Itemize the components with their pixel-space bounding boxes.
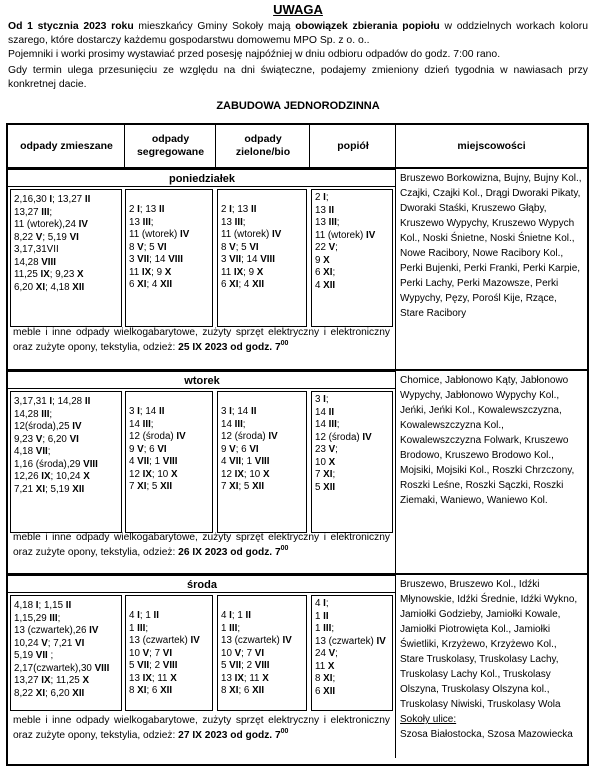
day-header: poniedziałek [8, 169, 396, 187]
schedule-line: 4 VII; 1 VIII [221, 456, 270, 467]
schedule-line: 8 V; 5 VI [129, 241, 167, 253]
intro-paragraph-3: Gdy termin ulega przesunięciu ze względu na dni świąteczne, podajemy zmieniony dzień tygodnia w nawiasach przy konkretnej dacie. [8, 65, 588, 90]
schedule-line: 8 XI; 6 XII [129, 685, 173, 696]
schedule-line: 2,17(czwartek),30 VIII [14, 662, 110, 674]
schedule-line: 13 III; [221, 216, 246, 228]
intro-date: Od 1 stycznia 2023 roku [8, 21, 134, 32]
schedule-line: 4 VII; 1 VIII [129, 456, 178, 467]
schedule-table [6, 123, 589, 766]
schedule-line: 5 VII; 2 VIII [129, 660, 178, 671]
schedule-line: 14 III; [221, 418, 246, 430]
schedule-line: 2 I; 13 II [221, 204, 257, 215]
schedule-line: 13,27 IX; 11,25 X [14, 675, 90, 686]
schedule-line: 11 (wtorek),24 IV [14, 219, 88, 230]
schedule-line: 5 XII [315, 481, 336, 493]
day-header: środa [8, 575, 396, 593]
intro-paragraph-2: Pojemniki i worki prosimy wystawiać przed posesję najpóźniej w dniu odbioru odpadów do godz. 7:00 rano. [8, 49, 501, 60]
schedule-line: 9,23 V; 6,20 VI [14, 433, 79, 445]
header-ash: popiół [310, 125, 396, 169]
schedule-line: 11,25 IX; 9,23 X [14, 269, 84, 280]
schedule-line: 3 I; [315, 394, 329, 405]
schedule-line: 22 V; [315, 242, 338, 253]
schedule-line: 7 XI; 5 XII [221, 481, 265, 492]
intro-text-end: w oddzielnych workach koloru szarego, które dostarczy każdemu gospodarstwu domowemu MPO Sp. z o. o.. [8, 21, 588, 46]
page-title: UWAGA [273, 2, 323, 17]
bulky-waste-note: meble i inne odpady wielkogabarytowe, zużyty sprzęt elektryczny i elektroniczny oraz zużyte opony, tekstylia, odzież: 25 IX 2023 od godz. $7^{00}$ [13, 327, 390, 353]
schedule-line: 13 (czwartek),26 IV [14, 625, 99, 636]
schedule-line: 13 IX; 11 X [129, 672, 177, 684]
schedule-line: 5,19 VII ; [14, 650, 54, 661]
cell-segregated [125, 391, 213, 533]
cell-segregated [125, 595, 213, 711]
towns-list: Chomice, Jabłonowo Kąty, Jabłonowo Wypychy, Jabłonowo Wypychy Kol., Jeńki, Jeńki Kol., Kowalewszczyzna, Kowalewszczyzna Kol., Kowalewszczyzna Folwark, Kruszewo Brodowo, Kruszewo Brodowo Kol., Mojsiki, Mojsiki Kol., Roszki Chrzczony, Roszki Leśne, Roszki Sączki, Roszki Ziemaki, Waniewo, Waniewo Kol. [400, 375, 575, 506]
intro [8, 20, 588, 92]
schedule-line: 11 IX; 9 X [129, 266, 172, 278]
schedule-line: 10 X [315, 456, 336, 468]
schedule-line: 11 (wtorek) IV [315, 229, 376, 241]
schedule-line: 13 (czwartek) IV [221, 635, 292, 646]
schedule-line: 6 XI; 4 XII [221, 279, 265, 290]
schedule-line: 12 (środa) IV [315, 431, 372, 443]
schedule-line: 9 X [315, 254, 330, 266]
schedule-line: 12 (środa) IV [129, 431, 186, 442]
schedule-line: 1 III; [221, 622, 241, 634]
schedule-line: 4 I; 1 II [129, 610, 159, 621]
cell-segregated [125, 189, 213, 327]
schedule-line: 8 XI; 6 XII [221, 685, 265, 696]
cell-ash [311, 391, 393, 533]
schedule-line: 2,16,30 I; 13,27 II [14, 194, 91, 205]
cell-ash [311, 189, 393, 327]
schedule-line: 2 I; [315, 192, 329, 203]
schedule-line: 8 XI; [315, 673, 336, 684]
schedule-line: 13 II [315, 204, 335, 216]
schedule-line: 13 IX; 11 X [221, 672, 269, 684]
schedule-line: 9 V; 6 VI [129, 443, 167, 455]
schedule-line: 12 (środa) IV [221, 431, 278, 442]
schedule-line: 13 III; [315, 217, 340, 228]
schedule-line: 1,15,29 III; [14, 612, 61, 624]
header-towns: miejscowości [396, 125, 587, 169]
schedule-line: 14,28 III; [14, 408, 53, 420]
schedule-line: 7 XI; [315, 469, 336, 480]
schedule-line: 12 IX; 10 X [129, 468, 178, 480]
header-segregated: odpady segregowane [125, 125, 216, 169]
schedule-line: 3 VII; 14 VIII [221, 254, 275, 265]
schedule-line: 6 XI; [315, 267, 336, 278]
schedule-line: 11 (wtorek) IV [129, 229, 190, 240]
schedule-line: 5 VII; 2 VIII [221, 660, 270, 671]
intro-text: mieszkańcy Gminy Sokoły mają [133, 21, 296, 32]
cell-green [217, 595, 307, 711]
schedule-line: 10 V; 7 VI [129, 647, 173, 659]
schedule-line: 12 IX; 10 X [221, 468, 270, 480]
towns-list: Bruszewo, Bruszewo Kol., Idźki Młynowskie, Idźki Średnie, Idźki Wykno, Jamiołki Godzieby, Jamiołki Kowale, Jamiołki Piotrowięta Kol., Jamiołki Świetliki, Krzyżewo, Krzyżewo Kol., Stare Truskolasy, Truskolasy Lachy, Truskolasy Lachy Kol., Truskolasy Olszyna, Truskolasy Olszyna kol., Truskolasy Niwiski, Truskolasy Wola Sokoły ulice: Szosa Białostocka, Szosa Mazowiecka [396, 577, 587, 742]
schedule-line: 13 (czwartek) IV [315, 635, 386, 647]
cell-green [217, 189, 307, 327]
schedule-line: 1 II [315, 610, 329, 622]
schedule-line: 14 II [315, 406, 335, 418]
schedule-line: 6,20 XI; 4,18 XII [14, 281, 85, 293]
schedule-line: 13,27 III; [14, 206, 53, 218]
streets-list: Szosa Białostocka, Szosa Mazowiecka [400, 729, 573, 740]
schedule-line: 8,22 V; 5,19 VI [14, 231, 79, 243]
streets-label: Sokoły ulice: [400, 714, 457, 725]
header-green: odpady zielone/bio [216, 125, 310, 169]
schedule-line: 4 XII [315, 279, 336, 291]
schedule-line: 4 I; 1 II [221, 610, 251, 621]
schedule-line: 14 III; [315, 419, 340, 430]
bulky-waste-note: meble i inne odpady wielkogabarytowe, zużyty sprzęt elektryczny i elektroniczny oraz zużyte opony, tekstylia, odzież: 27 IX 2023 od godz. $7^{00}$ [13, 715, 390, 741]
schedule-line: 11 IX; 9 X [221, 266, 264, 278]
schedule-line: 14,28 VIII [14, 256, 56, 268]
cell-green [217, 391, 307, 533]
intro-obligation: obowiązek zbierania popiołu [295, 21, 440, 32]
schedule-line: 13 (czwartek) IV [129, 635, 200, 646]
schedule-line: 14 III; [129, 418, 154, 430]
cell-mixed [10, 189, 122, 327]
bulky-waste-note: meble i inne odpady wielkogabarytowe, zużyty sprzęt elektryczny i elektroniczny oraz zużyte opony, tekstylia, odzież: 26 IX 2023 od godz. $7^{00}$ [13, 532, 390, 558]
schedule-line: 11 X [315, 660, 335, 672]
schedule-line: 7 XI; 5 XII [129, 481, 173, 492]
schedule-line: 3,17,31VII [14, 244, 59, 255]
schedule-line: 4 I; [315, 598, 329, 609]
schedule-line: 1,16 (środa),29 VIII [14, 458, 98, 470]
schedule-line: 4,18 I; 1,15 II [14, 600, 72, 611]
schedule-line: 13 III; [129, 216, 154, 228]
schedule-line: 2 I; 13 II [129, 204, 165, 215]
schedule-line: 12,26 IX; 10,24 X [14, 471, 90, 482]
schedule-line: 10 V; 7 VI [221, 647, 265, 659]
schedule-line: 6 XII [315, 685, 336, 697]
schedule-line: 24 V; [315, 648, 338, 659]
schedule-line: 4,18 VII; [14, 446, 51, 457]
schedule-line: 23 V; [315, 444, 338, 455]
schedule-line: 9 V; 6 VI [221, 443, 259, 455]
schedule-line: 3,17,31 I; 14,28 II [14, 396, 91, 407]
schedule-line: 7,21 XI; 5,19 XII [14, 483, 85, 495]
schedule-line: 8 V; 5 VI [221, 241, 259, 253]
schedule-line: 10,24 V; 7,21 VI [14, 637, 85, 649]
schedule-line: 3 I; 14 II [129, 406, 165, 417]
day-header: wtorek [8, 371, 396, 389]
header-mixed: odpady zmieszane [8, 125, 125, 169]
cell-mixed [10, 391, 122, 533]
cell-mixed [10, 595, 122, 711]
schedule-line: 11 (wtorek) IV [221, 229, 282, 240]
towns-list: Bruszewo Borkowizna, Bujny, Bujny Kol., Czajki, Czajki Kol., Drągi Dworaki Pikaty, Dworaki Staśki, Kruszewo Głąby, Kruszewo Wypychy, Kruszewo Wypych Kol., Noski Śnietne, Noski Śnietne Kol., Nowe Racibory, Nowe Racibory Kol., Perki Bujenki, Perki Franki, Perki Karpie, Perki Lachy, Perki Mazowsze, Perki Wypychy, Pęzy, Porośl Kije, Rzące, Stare Racibory [400, 173, 582, 319]
schedule-line: 3 I; 14 II [221, 406, 257, 417]
cell-ash [311, 595, 393, 711]
schedule-line: 8,22 XI; 6,20 XII [14, 687, 85, 699]
schedule-line: 3 VII; 14 VIII [129, 254, 183, 265]
intro-paragraph-1 [8, 20, 588, 48]
schedule-line: 1 III; [315, 623, 335, 634]
schedule-line: 12(środa),25 IV [14, 421, 82, 432]
schedule-line: 6 XI; 4 XII [129, 279, 173, 290]
schedule-line: 1 III; [129, 622, 149, 634]
section-title: ZABUDOWA JEDNORODZINNA [216, 100, 380, 112]
